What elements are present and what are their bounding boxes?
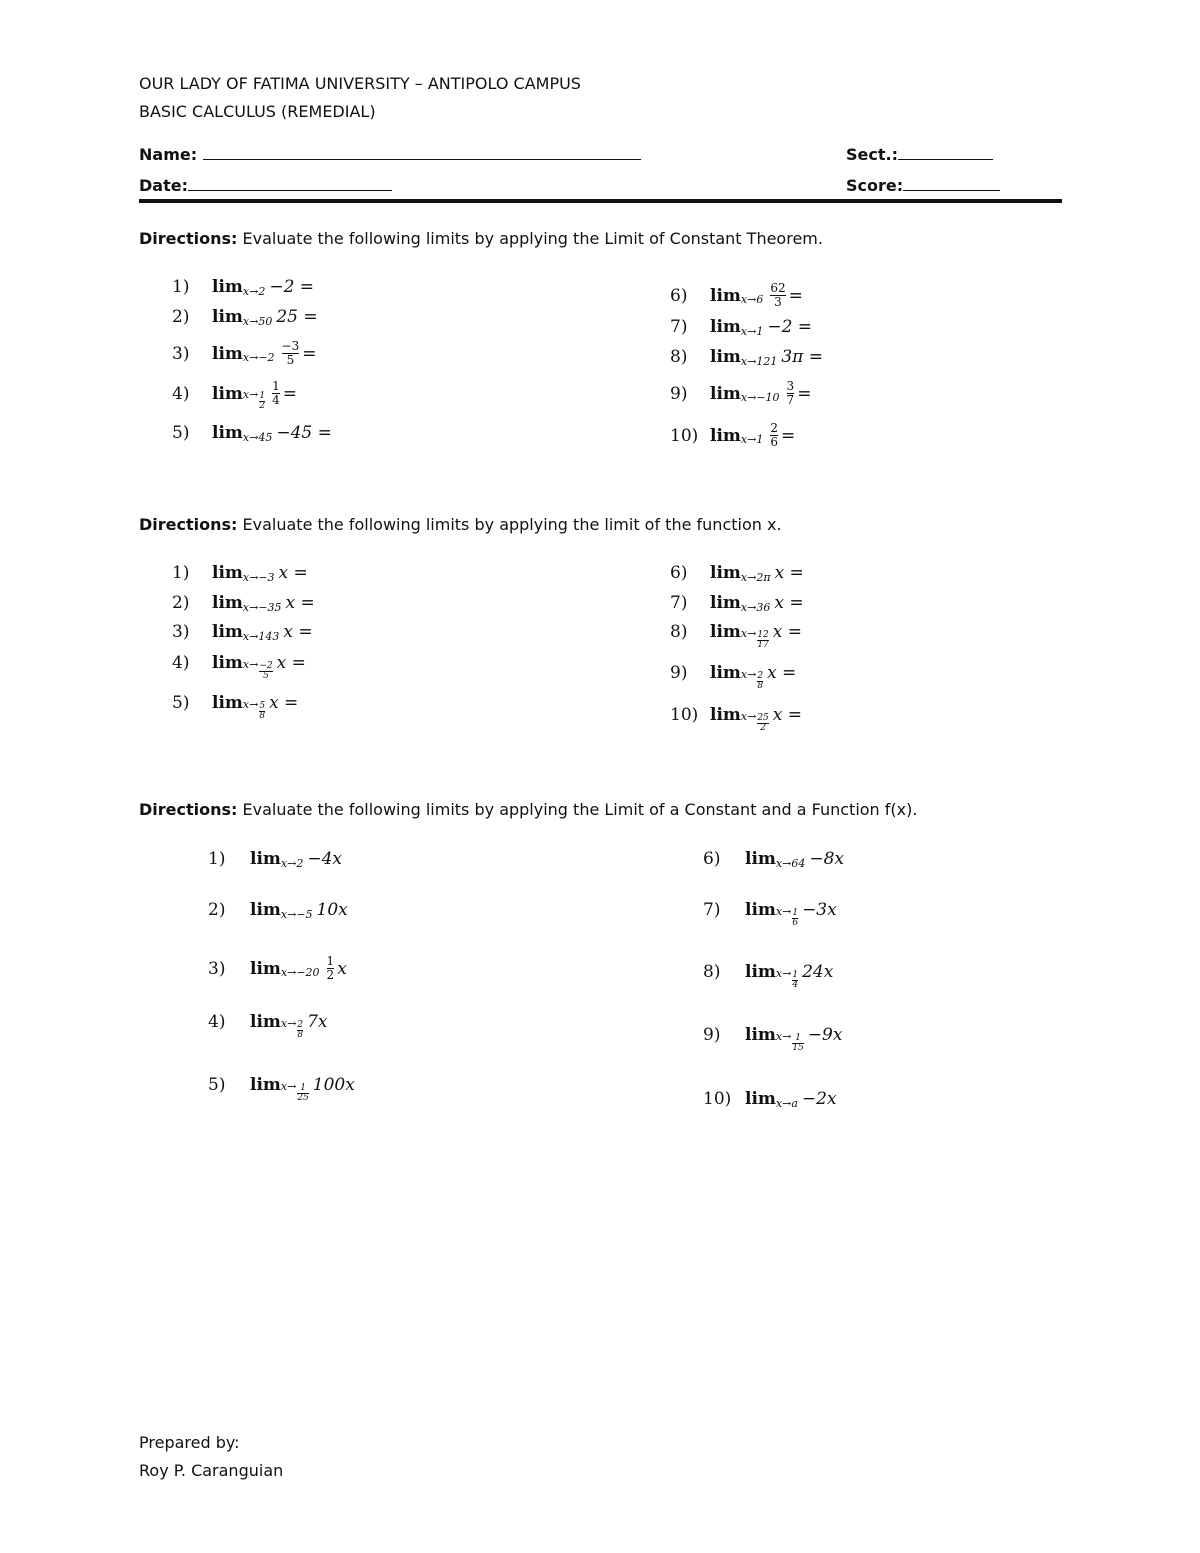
value-fraction (770, 422, 778, 449)
limit-approach (281, 857, 303, 870)
limit-problem (703, 1089, 837, 1109)
limit-approach (243, 571, 275, 584)
approach-fraction (757, 714, 768, 733)
problem-number: 1) (172, 277, 190, 297)
limit-approach (741, 355, 777, 368)
approach-text: x→ (775, 1029, 792, 1043)
problem-number: 7) (670, 593, 688, 613)
limit-expression: x (337, 958, 347, 979)
fraction-numerator: 1 (326, 954, 335, 968)
score-field[interactable] (903, 190, 1000, 191)
value-fraction (282, 340, 300, 367)
lim-operator: lim (212, 593, 243, 613)
problem-number: 10) (703, 1089, 732, 1109)
limit-expression: −2x (801, 1089, 837, 1109)
approach-fraction (757, 672, 763, 691)
directions-label: Directions: (139, 800, 238, 819)
problem-number: 9) (670, 663, 688, 683)
limit-problem (172, 379, 297, 411)
name-row (139, 145, 641, 164)
problem-number: 2) (172, 593, 190, 613)
approach-text: x→1 (740, 324, 764, 338)
fraction-denominator: 3 (774, 295, 782, 309)
approach-text: x→6 (740, 293, 764, 306)
approach-text: x→ (242, 388, 259, 401)
limit-approach (741, 293, 763, 306)
directions-2 (139, 515, 782, 534)
problem-number: 6) (670, 563, 688, 583)
lim-operator: lim (745, 1089, 776, 1109)
sect-field[interactable] (898, 159, 993, 160)
limit-problem (670, 422, 795, 449)
problem-number: 4) (208, 1012, 226, 1032)
limit-problem (208, 955, 347, 982)
lim-operator: lim (212, 693, 243, 713)
lim-operator: lim (212, 423, 243, 443)
fraction-numerator: 12 (757, 629, 769, 640)
limit-expression: −9x (807, 1025, 843, 1045)
problem-number: 7) (703, 900, 721, 920)
limit-problem (172, 593, 315, 613)
approach-fraction (757, 631, 768, 650)
approach-text: x→45 (242, 430, 273, 444)
lim-operator: lim (710, 663, 741, 683)
lim-operator: lim (212, 307, 243, 327)
approach-text: x→50 (242, 314, 273, 328)
approach-text: x→ (280, 1016, 297, 1030)
fraction-denominator: 5 (286, 353, 295, 367)
fraction-denominator: 6 (792, 917, 799, 928)
approach-text: x→ (775, 966, 792, 980)
limit-problem (703, 849, 844, 869)
fraction-denominator: 8 (757, 680, 764, 691)
lim-operator: lim (212, 343, 243, 364)
limit-approach (243, 315, 272, 328)
limit-approach (243, 285, 265, 298)
date-row (139, 176, 392, 195)
limit-approach (741, 601, 770, 614)
problem-number: 8) (670, 347, 688, 367)
value-fraction (787, 380, 795, 407)
problem-number: 6) (670, 285, 688, 306)
fraction-numerator: 1 (300, 1082, 306, 1093)
header-divider (139, 199, 1062, 203)
approach-text: x→ (242, 657, 259, 671)
limit-approach (242, 657, 273, 681)
limit-approach (281, 908, 313, 921)
limit-approach (281, 966, 320, 979)
fraction-numerator: −3 (281, 339, 300, 353)
score-label: Score: (846, 176, 904, 195)
lim-operator: lim (710, 347, 741, 367)
date-field[interactable] (188, 190, 392, 191)
sect-row (846, 145, 993, 164)
name-label: Name: (139, 145, 198, 164)
limit-problem (670, 622, 803, 650)
approach-fraction (259, 662, 272, 681)
problem-number: 2) (172, 307, 190, 327)
lim-operator: lim (710, 425, 741, 446)
approach-fraction (792, 1034, 803, 1053)
lim-operator: lim (710, 622, 741, 642)
directions-text: Evaluate the following limits by applying the limit of the function x. (237, 515, 782, 534)
directions-label: Directions: (139, 515, 238, 534)
lim-operator: lim (212, 277, 243, 297)
approach-text: x→−20 (280, 966, 320, 979)
limit-approach (741, 571, 771, 584)
limit-expression: −45 = (276, 423, 332, 443)
limit-approach (243, 630, 279, 643)
limit-problem (208, 1012, 328, 1040)
approach-text: x→a (775, 1096, 798, 1110)
limit-problem (670, 563, 804, 583)
problem-number: 5) (208, 1075, 226, 1095)
value-fraction (327, 955, 335, 982)
problem-number: 10) (670, 705, 699, 725)
limit-problem (703, 962, 834, 990)
limit-approach (776, 857, 805, 870)
limit-approach (741, 325, 763, 338)
limit-approach (741, 391, 780, 404)
lim-operator: lim (212, 563, 243, 583)
limit-problem (670, 317, 812, 337)
limit-problem (172, 693, 299, 721)
limit-expression: 3π = (781, 347, 823, 367)
approach-text: x→64 (775, 856, 806, 870)
problem-number: 6) (703, 849, 721, 869)
approach-text: x→ (740, 667, 757, 681)
lim-operator: lim (745, 962, 776, 982)
approach-text: x→ (740, 626, 757, 640)
lim-operator: lim (710, 563, 741, 583)
directions-label: Directions: (139, 229, 238, 248)
lim-operator: lim (212, 383, 243, 404)
limit-expression: −3x (802, 900, 837, 920)
problem-number: 4) (172, 653, 190, 673)
limit-expression: = (780, 425, 796, 446)
limit-problem (670, 663, 797, 691)
limit-expression: x = (269, 693, 299, 713)
fraction-denominator: 2 (760, 722, 766, 733)
problem-number: 4) (172, 383, 190, 404)
limit-expression: x = (276, 653, 306, 673)
approach-fraction (792, 971, 798, 990)
limit-expression: −8x (809, 849, 844, 869)
fraction-numerator: −2 (259, 660, 273, 671)
limit-expression: x = (772, 622, 803, 642)
limit-approach (741, 433, 763, 446)
author-name: Roy P. Caranguian (139, 1461, 284, 1480)
approach-text: x→ (740, 709, 757, 723)
lim-operator: lim (710, 285, 741, 306)
approach-fraction (259, 392, 265, 411)
limit-expression: x = (774, 563, 804, 583)
limit-problem (172, 622, 313, 642)
lim-operator: lim (250, 849, 281, 869)
fraction-numerator: 2 (297, 1019, 304, 1030)
limit-expression: = (302, 343, 317, 364)
limit-expression: x = (774, 593, 804, 613)
value-fraction (272, 380, 280, 407)
limit-expression: 24x (802, 962, 834, 982)
limit-problem (172, 653, 306, 681)
limit-approach (740, 626, 769, 650)
fraction-denominator: 6 (770, 435, 778, 449)
limit-problem (703, 900, 837, 928)
limit-approach (740, 709, 769, 733)
limit-expression: x = (767, 663, 797, 683)
limit-expression: 7x (307, 1012, 328, 1032)
approach-text: x→−3 (242, 570, 275, 584)
lim-operator: lim (250, 958, 281, 979)
directions-text: Evaluate the following limits by applying the Limit of a Constant and a Function f(x). (237, 800, 918, 819)
limit-expression: 25 = (276, 307, 318, 327)
limit-approach (280, 1016, 304, 1040)
limit-expression: −4x (307, 849, 342, 869)
fraction-numerator: 1 (792, 907, 799, 918)
approach-text: x→−5 (280, 907, 313, 921)
lim-operator: lim (250, 1075, 281, 1095)
limit-approach (243, 351, 275, 364)
directions-text: Evaluate the following limits by applying the Limit of Constant Theorem. (237, 229, 823, 248)
limit-problem (172, 277, 314, 297)
lim-operator: lim (710, 593, 741, 613)
limit-problem (172, 307, 318, 327)
fraction-numerator: 5 (259, 700, 266, 711)
problem-number: 2) (208, 900, 226, 920)
approach-text: x→2 (280, 856, 304, 870)
directions-1 (139, 229, 823, 248)
fraction-denominator: 25 (297, 1092, 309, 1103)
approach-text: x→ (242, 697, 259, 711)
approach-text: x→ (775, 904, 792, 918)
fraction-numerator: 2 (757, 670, 764, 681)
limit-approach (776, 1097, 798, 1110)
lim-operator: lim (710, 383, 741, 404)
limit-approach (243, 601, 282, 614)
fraction-denominator: 17 (757, 639, 769, 650)
fraction-denominator: 2 (259, 401, 266, 411)
fraction-denominator: 15 (792, 1042, 804, 1053)
fraction-numerator: 2 (770, 421, 778, 435)
problem-number: 7) (670, 317, 688, 337)
fraction-numerator: 1 (795, 1032, 801, 1043)
lim-operator: lim (710, 705, 741, 725)
fraction-denominator: 8 (259, 710, 266, 721)
problem-number: 1) (172, 563, 190, 583)
approach-text: x→−10 (740, 391, 780, 404)
limit-approach (740, 667, 764, 691)
limit-problem (703, 1025, 843, 1053)
limit-problem (172, 423, 332, 443)
problem-number: 3) (172, 622, 190, 642)
fraction-numerator: 25 (757, 712, 769, 723)
prepared-label: Prepared by: (139, 1433, 240, 1452)
limit-approach (775, 904, 799, 928)
limit-problem (208, 849, 342, 869)
approach-text: x→1 (740, 433, 764, 446)
lim-operator: lim (212, 653, 243, 673)
limit-expression: = (788, 285, 803, 306)
limit-approach (243, 431, 272, 444)
approach-fraction (792, 909, 798, 928)
problem-number: 10) (670, 425, 699, 446)
approach-text: x→2 (242, 284, 266, 298)
fraction-denominator: 8 (297, 1029, 304, 1040)
problem-number: 3) (172, 343, 190, 364)
lim-operator: lim (212, 622, 243, 642)
problem-number: 5) (172, 423, 190, 443)
limit-approach (775, 1029, 804, 1053)
limit-approach (242, 697, 266, 721)
fraction-numerator: 1 (259, 391, 266, 401)
limit-problem (670, 282, 803, 309)
limit-expression: 10x (316, 900, 348, 920)
limit-expression: x = (772, 705, 803, 725)
approach-text: x→ (280, 1079, 297, 1093)
limit-problem (670, 593, 804, 613)
lim-operator: lim (250, 1012, 281, 1032)
limit-expression: = (797, 383, 812, 404)
approach-fraction (297, 1084, 308, 1103)
approach-text: x→2π (740, 570, 771, 584)
fraction-numerator: 1 (272, 379, 280, 393)
fraction-numerator: 1 (792, 969, 799, 980)
lim-operator: lim (745, 1025, 776, 1045)
limit-expression: x = (285, 593, 315, 613)
problem-number: 3) (208, 958, 226, 979)
limit-expression: −2 = (767, 317, 813, 337)
limit-expression: x = (283, 622, 313, 642)
approach-text: x→−2 (242, 351, 275, 364)
date-label: Date: (139, 176, 188, 195)
limit-problem (670, 705, 803, 733)
lim-operator: lim (710, 317, 741, 337)
problem-number: 9) (670, 383, 688, 404)
approach-text: x→36 (740, 600, 771, 614)
limit-problem (208, 900, 348, 920)
problem-number: 5) (172, 693, 190, 713)
course-title: BASIC CALCULUS (REMEDIAL) (139, 102, 376, 121)
directions-3 (139, 800, 917, 819)
score-row (846, 176, 1000, 195)
fraction-numerator: 62 (770, 281, 786, 295)
approach-fraction (259, 702, 265, 721)
approach-text: x→−35 (242, 600, 282, 614)
school-name: OUR LADY OF FATIMA UNIVERSITY – ANTIPOLO CAMPUS (139, 74, 581, 93)
fraction-denominator: 5 (263, 670, 269, 681)
approach-text: x→121 (740, 354, 778, 368)
lim-operator: lim (250, 900, 281, 920)
limit-problem (172, 340, 317, 367)
limit-approach (280, 1079, 309, 1103)
problem-number: 9) (703, 1025, 721, 1045)
problem-number: 8) (703, 962, 721, 982)
limit-expression: = (282, 383, 297, 404)
fraction-denominator: 7 (786, 393, 795, 407)
approach-text: x→143 (242, 629, 280, 643)
problem-number: 8) (670, 622, 688, 642)
fraction-denominator: 2 (326, 968, 335, 982)
limit-problem (208, 1075, 355, 1103)
lim-operator: lim (745, 900, 776, 920)
limit-problem (670, 380, 811, 407)
fraction-numerator: 3 (786, 379, 795, 393)
approach-fraction (297, 1021, 303, 1040)
limit-expression: 100x (312, 1075, 355, 1095)
limit-expression: −2 = (269, 277, 315, 297)
sect-label: Sect.: (846, 145, 898, 164)
name-field[interactable] (203, 159, 641, 160)
limit-expression: x = (278, 563, 308, 583)
limit-approach (242, 388, 266, 411)
value-fraction (770, 282, 785, 309)
fraction-denominator: 4 (792, 979, 799, 990)
limit-approach (775, 966, 799, 990)
limit-problem (172, 563, 308, 583)
problem-number: 1) (208, 849, 226, 869)
limit-problem (670, 347, 823, 367)
lim-operator: lim (745, 849, 776, 869)
fraction-denominator: 4 (272, 393, 280, 407)
